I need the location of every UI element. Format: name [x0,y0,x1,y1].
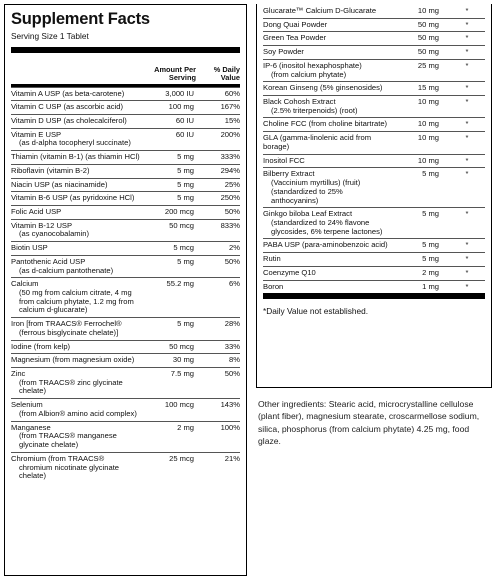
nutrient-name-cell [11,103,148,112]
nutrient-name-cell [263,98,393,115]
daily-value-footnote: *Daily Value not established. [263,306,369,317]
nutrient-name: Riboflavin (vitamin B-2) [11,165,90,175]
nutrient-source: (from calcium phytate) [271,69,347,79]
nutrient-name-cell [263,241,393,250]
nutrient-source: (as d-alpha tocopheryl succinate) [19,138,131,148]
nutrient-name-cell [11,455,148,481]
nutrient-name-cell [263,62,393,79]
supplement-facts-panel-right [256,4,492,388]
nutrient-row [263,81,485,95]
nutrient-name-cell [11,356,148,365]
nutrient-amount: 10 mg [417,133,439,143]
nutrient-row [263,31,485,45]
nutrient-name-cell [11,424,148,450]
ingredient-list [263,4,485,293]
nutrient-row [11,317,240,339]
nutrient-name: Iodine (from kelp) [11,341,71,351]
nutrient-amount: 60 IU [175,115,194,125]
nutrient-row [263,18,485,32]
nutrient-daily-value: * [465,254,469,264]
nutrient-row [11,353,240,367]
nutrient-amount: 5 mg [422,169,439,179]
nutrient-name: Folic Acid USP [11,206,62,216]
nutrient-name-cell [11,343,148,352]
nutrient-name-cell [11,194,148,203]
nutrient-daily-value: * [465,133,469,143]
nutrient-daily-value: 8% [229,355,240,365]
nutrient-row [263,266,485,280]
nutrient-name-cell [263,84,393,93]
nutrient-name-cell [11,117,148,126]
nutrient-name: Boron [263,281,284,291]
nutrient-source: (2.5% triterpenoids) (root) [271,105,358,115]
nutrient-source: (50 mg from calcium citrate, 4 mg from calcium phytate, 1.2 mg from calcium d-glucarate) [19,288,134,315]
nutrient-source: (as cyanocobalamin) [19,229,90,239]
column-header-row [11,53,240,84]
nutrient-source: (from TRAACS® zinc glycinate chelate) [19,377,123,396]
nutrient-row [11,367,240,398]
nutrient-daily-value: 6% [229,279,240,289]
nutrient-amount: 5 mg [177,319,194,329]
nutrient-row [263,280,485,294]
nutrient-name-cell [11,244,148,253]
nutrient-row [263,45,485,59]
nutrient-name: Vitamin A USP (as beta-carotene) [11,88,125,98]
panel-title: Supplement Facts [11,10,150,28]
nutrient-amount: 5 mg [177,193,194,203]
nutrient-name-cell [263,170,393,205]
nutrient-name-cell [11,370,148,396]
nutrient-amount: 30 mg [172,355,194,365]
nutrient-name: Calcium [11,279,39,289]
nutrient-name-cell [11,131,148,148]
nutrient-name-cell [11,90,148,99]
nutrient-amount: 5 mg [177,179,194,189]
nutrient-amount: 200 mcg [164,206,194,216]
nutrient-amount: 50 mg [417,33,439,43]
nutrient-name: Biotin USP [11,243,48,253]
nutrient-daily-value: * [465,119,469,129]
nutrient-name-cell [263,157,393,166]
nutrient-row [11,421,240,452]
nutrient-row [11,340,240,354]
nutrient-name-cell [11,280,148,315]
nutrient-amount: 10 mg [417,6,439,15]
nutrient-row [263,252,485,266]
nutrient-daily-value: 250% [220,193,240,203]
nutrient-row [11,164,240,178]
nutrient-daily-value: 143% [220,400,240,410]
nutrient-name-cell [263,283,393,292]
nutrient-name-cell [11,167,148,176]
nutrient-daily-value: * [465,281,469,291]
nutrient-name: Ginkgo biloba Leaf Extract [263,209,353,219]
nutrient-name: Pantothenic Acid USP [11,256,86,266]
nutrient-row [11,114,240,128]
nutrient-name: Bilberry Extract [263,169,315,179]
nutrient-source: (from Albion® amino acid complex) [19,408,137,418]
nutrient-row [11,277,240,317]
nutrient-daily-value: * [465,97,469,107]
nutrient-name-cell [11,208,148,217]
nutrient-source: chromium nicotinate glycinate chelate) [19,462,120,481]
nutrient-daily-value: 21% [224,453,240,463]
nutrient-source: (standardized to 24% flavone glycosides, 6% terpene lactones) [271,217,383,236]
nutrient-row [11,191,240,205]
nutrient-daily-value: 200% [220,129,240,139]
nutrient-row [263,238,485,252]
nutrient-source: (from TRAACS® manganese glycinate chelate) [19,431,117,450]
nutrient-amount: 5 mg [177,165,194,175]
nutrient-name-cell [263,34,393,43]
nutrient-row [263,4,485,18]
nutrient-daily-value: * [465,60,469,70]
nutrient-name: GLA (gamma-linolenic acid from borage) [263,133,372,151]
nutrient-name-cell [263,210,393,236]
nutrient-amount: 7.5 mg [170,369,194,379]
nutrient-name: Dong Quai Powder [263,19,328,29]
nutrient-daily-value: 60% [224,88,240,98]
nutrient-name-cell [263,48,393,57]
nutrient-amount: 15 mg [417,83,439,93]
nutrient-daily-value: * [465,209,469,219]
nutrient-amount: 3,000 IU [165,88,194,98]
nutrient-row [263,207,485,238]
nutrient-daily-value: * [465,155,469,165]
nutrient-name: Chromium (from TRAACS® [11,453,105,463]
nutrient-row [11,128,240,150]
nutrient-name: Rutin [263,254,281,264]
nutrient-amount: 1 mg [422,281,439,291]
nutrient-name: Iron [from TRAACS® Ferrochel® [11,319,122,329]
nutrient-row [11,398,240,420]
nutrient-daily-value: 15% [224,115,240,125]
nutrient-amount: 10 mg [417,119,439,129]
nutrient-daily-value: * [465,33,469,43]
nutrient-amount: 2 mg [177,422,194,432]
nutrient-name: Glucarate™ Calcium D-Glucarate [263,6,377,15]
nutrient-amount: 25 mg [417,60,439,70]
nutrient-amount: 100 mcg [164,400,194,410]
nutrient-amount: 5 mcg [173,243,194,253]
nutrient-name: Black Cohosh Extract [263,97,336,107]
nutrient-name-cell [263,134,393,151]
nutrient-amount: 5 mg [177,256,194,266]
other-ingredients: Other ingredients: Stearic acid, microcrystalline cellulose (plant fiber), magnesium stearate, croscarmellose sodium, silica, phosphorus (from calcium phytate) 4.25 mg, food glaze. [258,399,480,447]
nutrient-daily-value: 28% [224,319,240,329]
nutrient-name: Niacin USP (as niacinamide) [11,179,108,189]
nutrient-name: Vitamin E USP [11,129,62,139]
nutrient-name: Vitamin B-12 USP [11,220,73,230]
nutrient-amount: 5 mg [422,240,439,250]
nutrient-source: (Vaccinium myrtillus) (fruit) (standardized to 25% anthocyanins) [271,178,361,205]
nutrient-name-cell [263,255,393,264]
nutrient-amount: 25 mcg [169,453,194,463]
nutrient-amount: 5 mg [177,152,194,162]
nutrient-name: Soy Powder [263,47,304,57]
nutrient-daily-value: * [465,83,469,93]
nutrient-amount: 10 mg [417,155,439,165]
nutrient-row [11,219,240,241]
nutrient-name: Vitamin C USP (as ascorbic acid) [11,102,123,112]
nutrient-name: Selenium [11,400,43,410]
nutrient-row [11,150,240,164]
nutrient-amount: 50 mcg [169,220,194,230]
nutrient-row [263,154,485,168]
nutrient-daily-value: 100% [220,422,240,432]
nutrient-daily-value: 50% [224,256,240,266]
nutrient-name-cell [11,153,148,162]
supplement-facts-panel-left [4,4,247,576]
nutrient-name-cell [11,320,148,337]
nutrient-amount: 50 mg [417,19,439,29]
nutrient-daily-value: * [465,19,469,29]
nutrient-name: Korean Ginseng (5% ginsenosides) [263,83,383,93]
nutrient-daily-value: 50% [224,369,240,379]
daily-value-header: % Daily Value [213,64,240,82]
nutrient-row [263,59,485,81]
amount-per-serving-header: Amount Per Serving [154,64,196,82]
nutrient-daily-value: * [465,240,469,250]
nutrient-daily-value: * [465,169,469,179]
nutrient-daily-value: 833% [220,220,240,230]
nutrient-row [11,205,240,219]
nutrient-amount: 50 mcg [169,341,194,351]
nutrient-amount: 5 mg [422,254,439,264]
nutrient-name-cell [263,269,393,278]
nutrient-row [263,95,485,117]
nutrient-source: (ferrous bisglycinate chelate)] [19,327,119,337]
nutrient-row [263,117,485,131]
nutrient-row [11,100,240,114]
nutrient-daily-value: 2% [229,243,240,253]
nutrient-daily-value: 333% [220,152,240,162]
nutrient-name-cell [263,7,393,16]
nutrient-name: Vitamin D USP (as cholecalciferol) [11,115,127,125]
nutrient-name-cell [263,120,393,129]
nutrient-name: Thiamin (vitamin B-1) (as thiamin HCl) [11,152,140,162]
nutrient-name: PABA USP (para-aminobenzoic acid) [263,240,388,250]
nutrient-name-cell [11,181,148,190]
nutrient-daily-value: 25% [224,179,240,189]
nutrient-name: Choline FCC (from choline bitartrate) [263,119,388,129]
nutrient-amount: 2 mg [422,267,439,277]
nutrient-daily-value: 294% [220,165,240,175]
nutrient-row [11,87,240,101]
nutrient-row [11,241,240,255]
serving-size: Serving Size 1 Tablet [11,30,89,41]
nutrient-amount: 55.2 mg [166,279,194,289]
nutrient-amount: 10 mg [417,97,439,107]
nutrient-row [263,131,485,153]
nutrient-daily-value: 33% [224,341,240,351]
nutrient-name-cell [11,258,148,275]
nutrient-name: Magnesium (from magnesium oxide) [11,355,135,365]
nutrient-source: (as d-calcium pantothenate) [19,265,114,275]
nutrient-name-cell [11,401,148,418]
nutrient-row [11,178,240,192]
nutrient-name: Green Tea Powder [263,33,327,43]
nutrient-name: Inositol FCC [263,155,305,165]
nutrient-amount: 5 mg [422,209,439,219]
nutrient-name: Manganese [11,422,51,432]
nutrient-daily-value: * [465,267,469,277]
nutrient-row [263,167,485,207]
nutrient-daily-value: * [465,6,469,15]
nutrient-amount: 60 IU [175,129,194,139]
nutrient-name: Zinc [11,369,26,379]
nutrient-name-cell [263,21,393,30]
nutrient-amount: 50 mg [417,47,439,57]
nutrient-list [11,87,240,483]
nutrient-row [11,452,240,483]
nutrient-name: IP-6 (inositol hexaphosphate) [263,60,362,70]
nutrient-row [11,255,240,277]
nutrient-amount: 100 mg [168,102,194,112]
nutrient-name: Vitamin B-6 USP (as pyridoxine HCl) [11,193,135,203]
nutrient-name: Coenzyme Q10 [263,267,316,277]
nutrient-name-cell [11,222,148,239]
nutrient-daily-value: * [465,47,469,57]
nutrient-daily-value: 167% [220,102,240,112]
nutrient-daily-value: 50% [224,206,240,216]
